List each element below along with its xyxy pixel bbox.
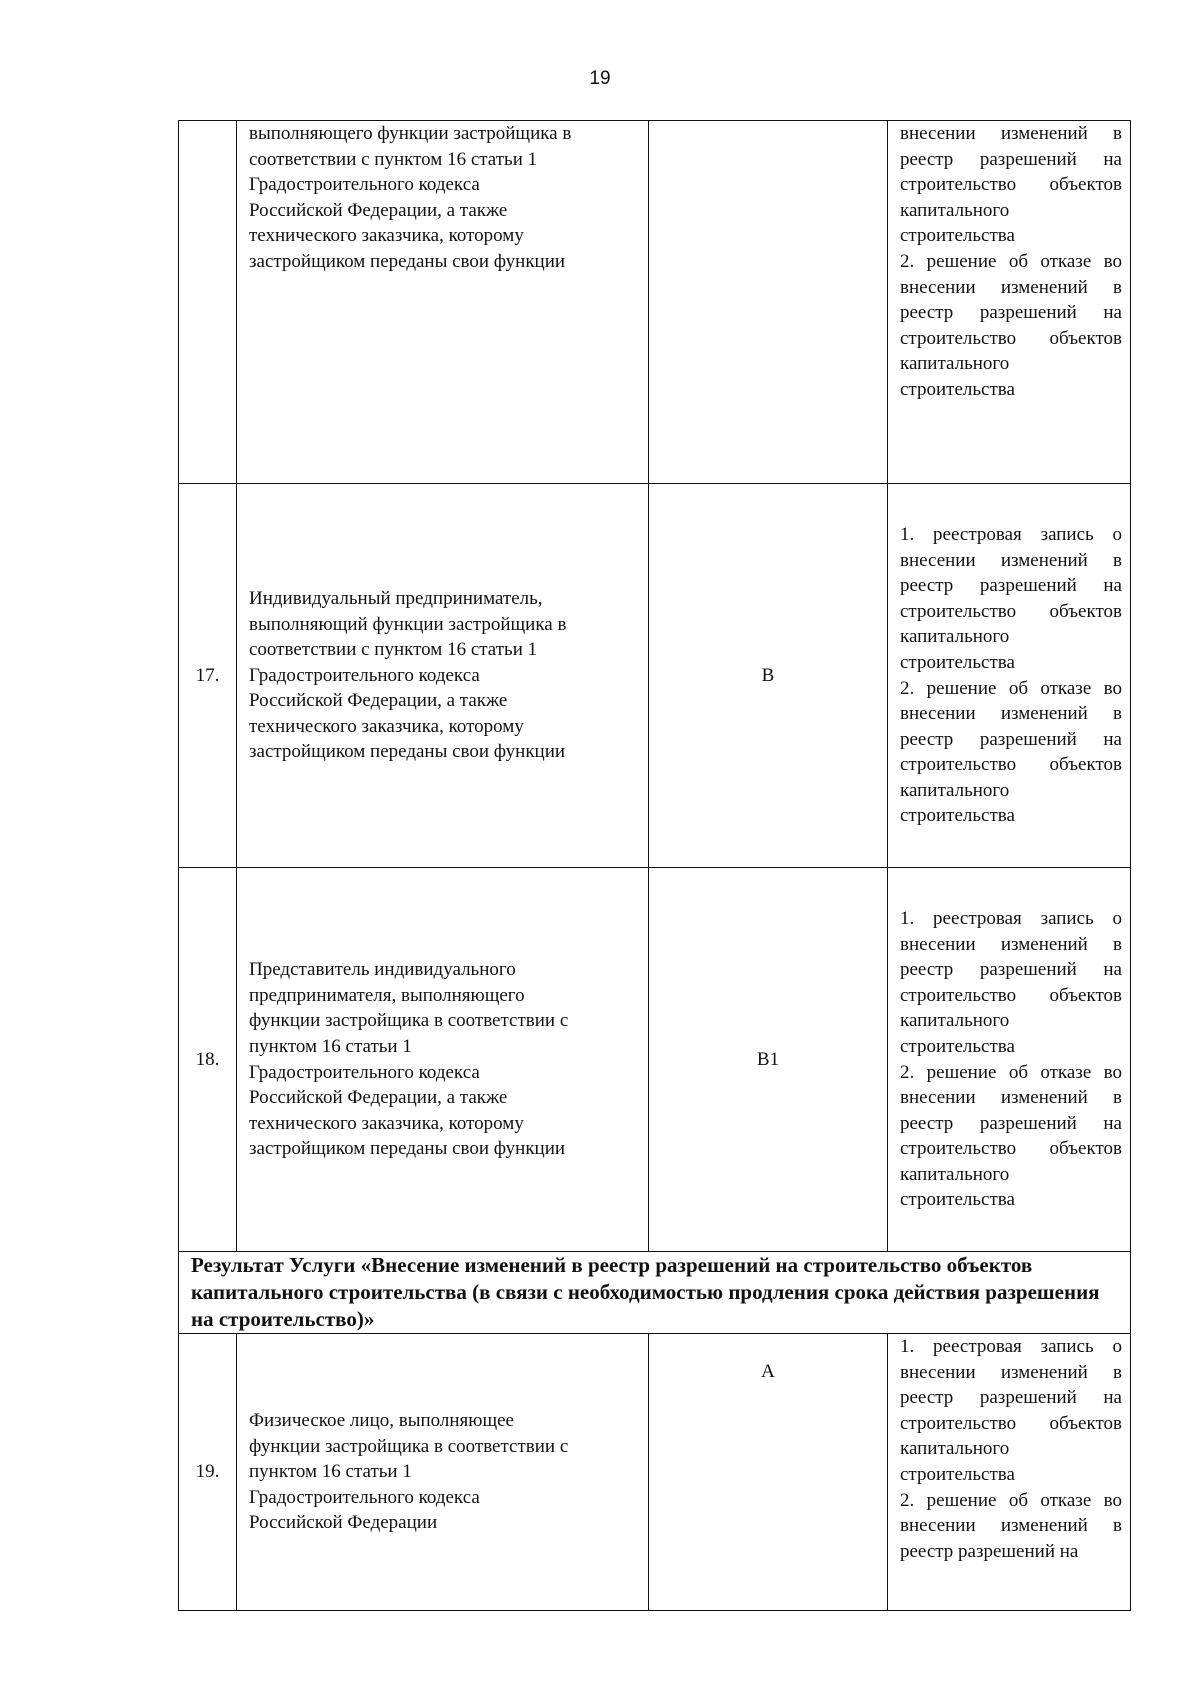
table-row — [179, 1334, 1131, 1611]
table-row — [179, 121, 1131, 484]
applicant-code: В — [649, 484, 888, 868]
result-description: 1. реестровая запись о внесении изменений в реестр разрешений на строительство объектов капитального строительства 2. решение об отказе во внесении изменений в реестр разрешений на — [888, 1334, 1131, 1611]
table-row — [179, 484, 1131, 868]
row-number: 19. — [179, 1334, 237, 1611]
page-number: 19 — [589, 68, 611, 89]
row-number — [179, 121, 237, 484]
result-description: 1. реестровая запись о внесении изменений в реестр разрешений на строительство объектов капитального строительства 2. решение об отказе во внесении изменений в реестр разрешений на строительство объектов капитального строительства — [888, 868, 1131, 1252]
row-number: 17. — [179, 484, 237, 868]
result-description: внесении изменений в реестр разрешений на строительство объектов капитального строительства 2. решение об отказе во внесении изменений в реестр разрешений на строительство объектов капитального строительства — [888, 121, 1131, 484]
applicant-description: Физическое лицо, выполняющее функции застройщика в соответствии с пунктом 16 статьи 1 Градостроительного кодекса Российской Федерации — [237, 1334, 649, 1611]
applicant-code — [649, 121, 888, 484]
applicant-description: Индивидуальный предприниматель, выполняющий функции застройщика в соответствии с пунктом 16 статьи 1 Градостроительного кодекса Российской Федерации, а также технического заказчика, которому застройщиком переданы свои функции — [237, 484, 649, 868]
applicant-code: А — [649, 1334, 888, 1611]
applicant-description: Представитель индивидуального предпринимателя, выполняющего функции застройщика в соответствии с пунктом 16 статьи 1 Градостроительного кодекса Российской Федерации, а также технического заказчика, которому застройщиком переданы свои функции — [237, 868, 649, 1252]
result-description: 1. реестровая запись о внесении изменений в реестр разрешений на строительство объектов капитального строительства 2. решение об отказе во внесении изменений в реестр разрешений на строительство объектов капитального строительства — [888, 484, 1131, 868]
applicant-description: выполняющего функции застройщика в соответствии с пунктом 16 статьи 1 Градостроительного кодекса Российской Федерации, а также технического заказчика, которому застройщиком переданы свои функции — [237, 121, 649, 484]
applicant-results-table — [178, 120, 1131, 1611]
applicant-code: В1 — [649, 868, 888, 1252]
table-row — [179, 868, 1131, 1252]
section-title: Результат Услуги «Внесение изменений в реестр разрешений на строительство объектов капитального строительства (в связи с необходимостью продления срока действия разрешения на строительство)» — [179, 1252, 1131, 1334]
section-header-row — [179, 1252, 1131, 1334]
row-number: 18. — [179, 868, 237, 1252]
